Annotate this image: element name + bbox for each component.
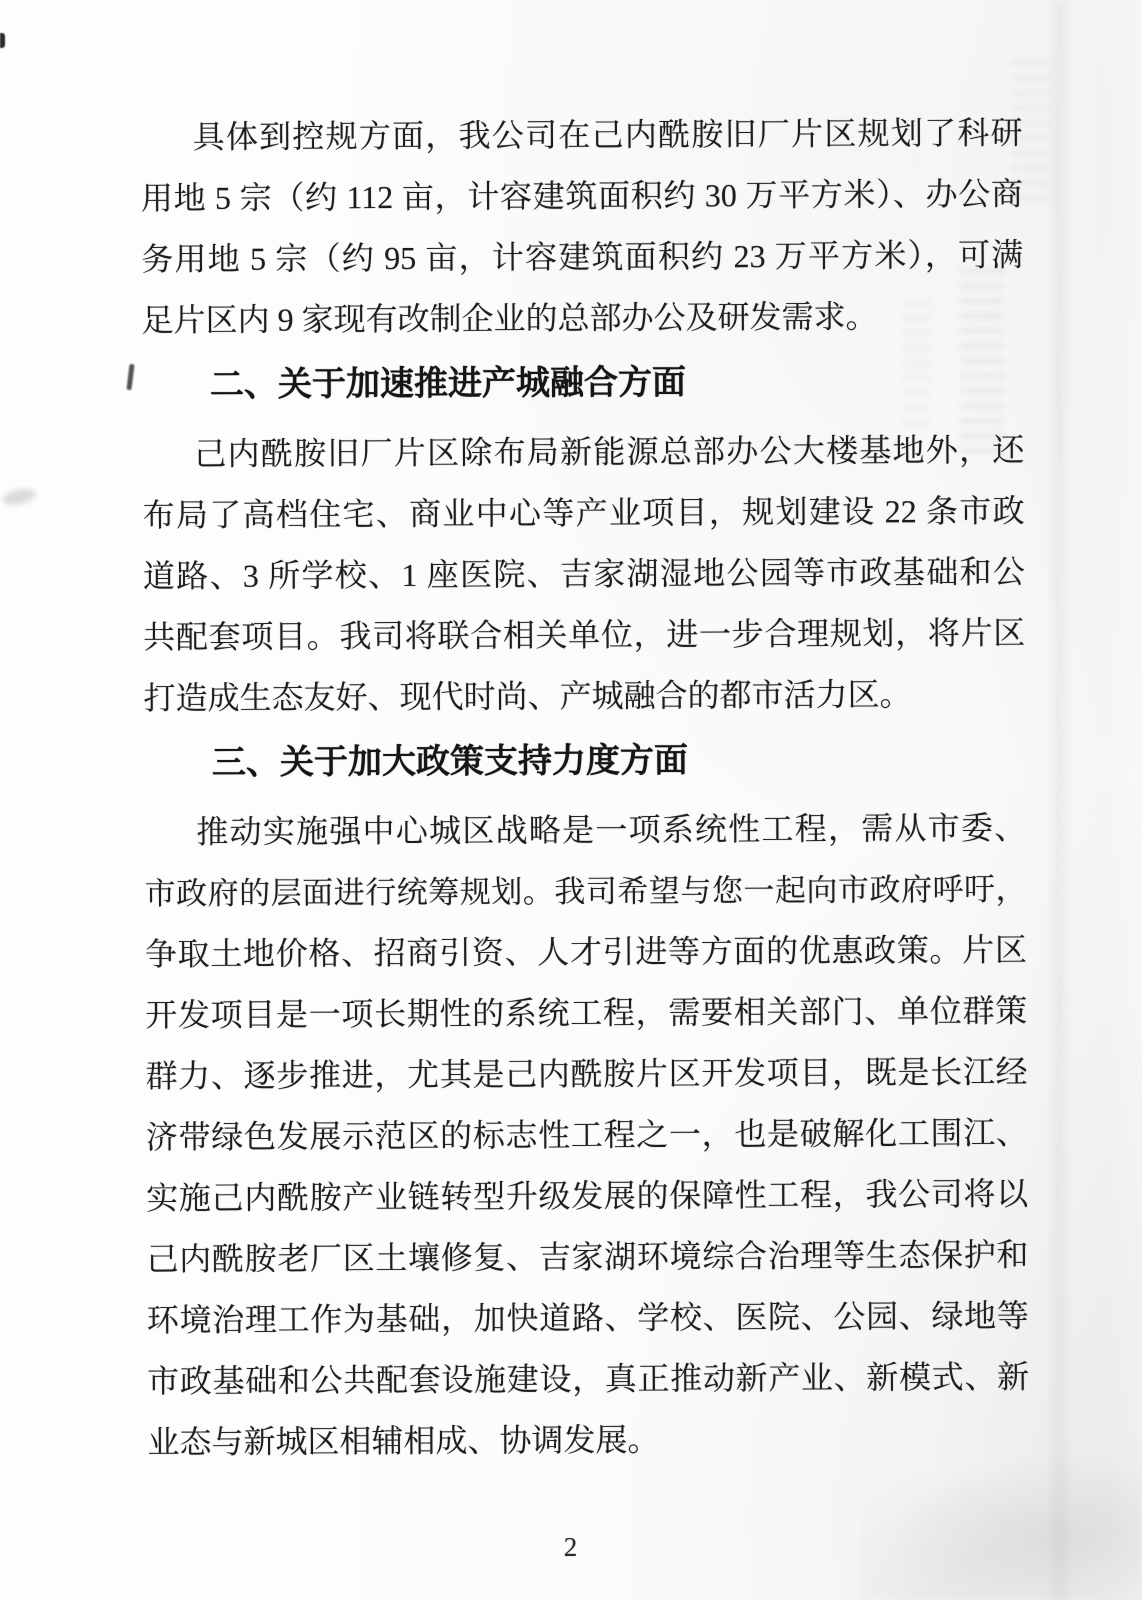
page-number: 2 [563, 1532, 579, 1562]
body-text-line: 市政府的层面进行统筹规划。我司希望与您一起向市政府呼吁， [144, 871, 1027, 912]
body-text-line: 具体到控规方面，我公司在己内酰胺旧厂片区规划了科研 [192, 114, 1023, 156]
body-text-line: 共配套项目。我司将联合相关单位，进一步合理规划，将片区 [143, 614, 1026, 656]
body-text-line: 布局了高档住宅、商业中心等产业项目，规划建设 22 条市政 [142, 492, 1025, 534]
body-text-line: 务用地 5 宗（约 95 亩，计容建筑面积约 23 万平方米），可满 [141, 236, 1024, 278]
body-text-line: 打造成生态友好、现代时尚、产城融合的都市活力区。 [143, 676, 912, 717]
body-text-line: 足片区内 9 家现有改制企业的总部办公及研发需求。 [141, 298, 878, 339]
body-text-line: 己内酰胺老厂区土壤修复、吉家湖环境综合治理等生态保护和 [146, 1236, 1029, 1278]
document-body [140, 0, 1030, 1473]
body-text-line: 市政基础和公共配套设施建设，真正推动新产业、新模式、新 [147, 1358, 1030, 1400]
section-heading-2: 二、关于加速推进产城融合方面 [209, 363, 687, 404]
body-text-line: 群力、逐步推进，尤其是己内酰胺片区开发项目，既是长江经 [145, 1053, 1028, 1095]
body-text-line: 实施己内酰胺产业链转型升级发展的保障性工程，我公司将以 [146, 1175, 1029, 1217]
body-text-line: 济带绿色发展示范区的标志性工程之一，也是破解化工围江、 [145, 1114, 1028, 1156]
scan-edge-mark [0, 33, 5, 48]
body-text-line: 业态与新城区相辅相成、协调发展。 [147, 1421, 660, 1461]
body-text-line: 己内酰胺旧厂片区除布局新能源总部办公大楼基地外，还 [194, 431, 1025, 473]
scan-shading-band [1046, 0, 1072, 1600]
body-text-line: 推动实施强中心城区战略是一项系统性工程，需从市委、 [196, 809, 1027, 851]
scan-smudge [1, 487, 37, 508]
body-text-line: 开发项目是一项长期性的系统工程，需要相关部门、单位群策 [145, 992, 1028, 1034]
body-text-line: 道路、3 所学校、1 座医院、吉家湖湿地公园等市政基础和公 [142, 553, 1026, 595]
body-text-line: 争取土地价格、招商引资、人才引进等方面的优惠政策。片区 [144, 931, 1027, 973]
section-heading-3: 三、关于加大政策支持力度方面 [211, 741, 689, 782]
scan-edge-mark [126, 364, 134, 390]
body-text-line: 用地 5 宗（约 112 亩，计容建筑面积约 30 万平方米）、办公商 [140, 175, 1024, 217]
body-text-line: 环境治理工作为基础，加快道路、学校、医院、公园、绿地等 [146, 1297, 1029, 1339]
